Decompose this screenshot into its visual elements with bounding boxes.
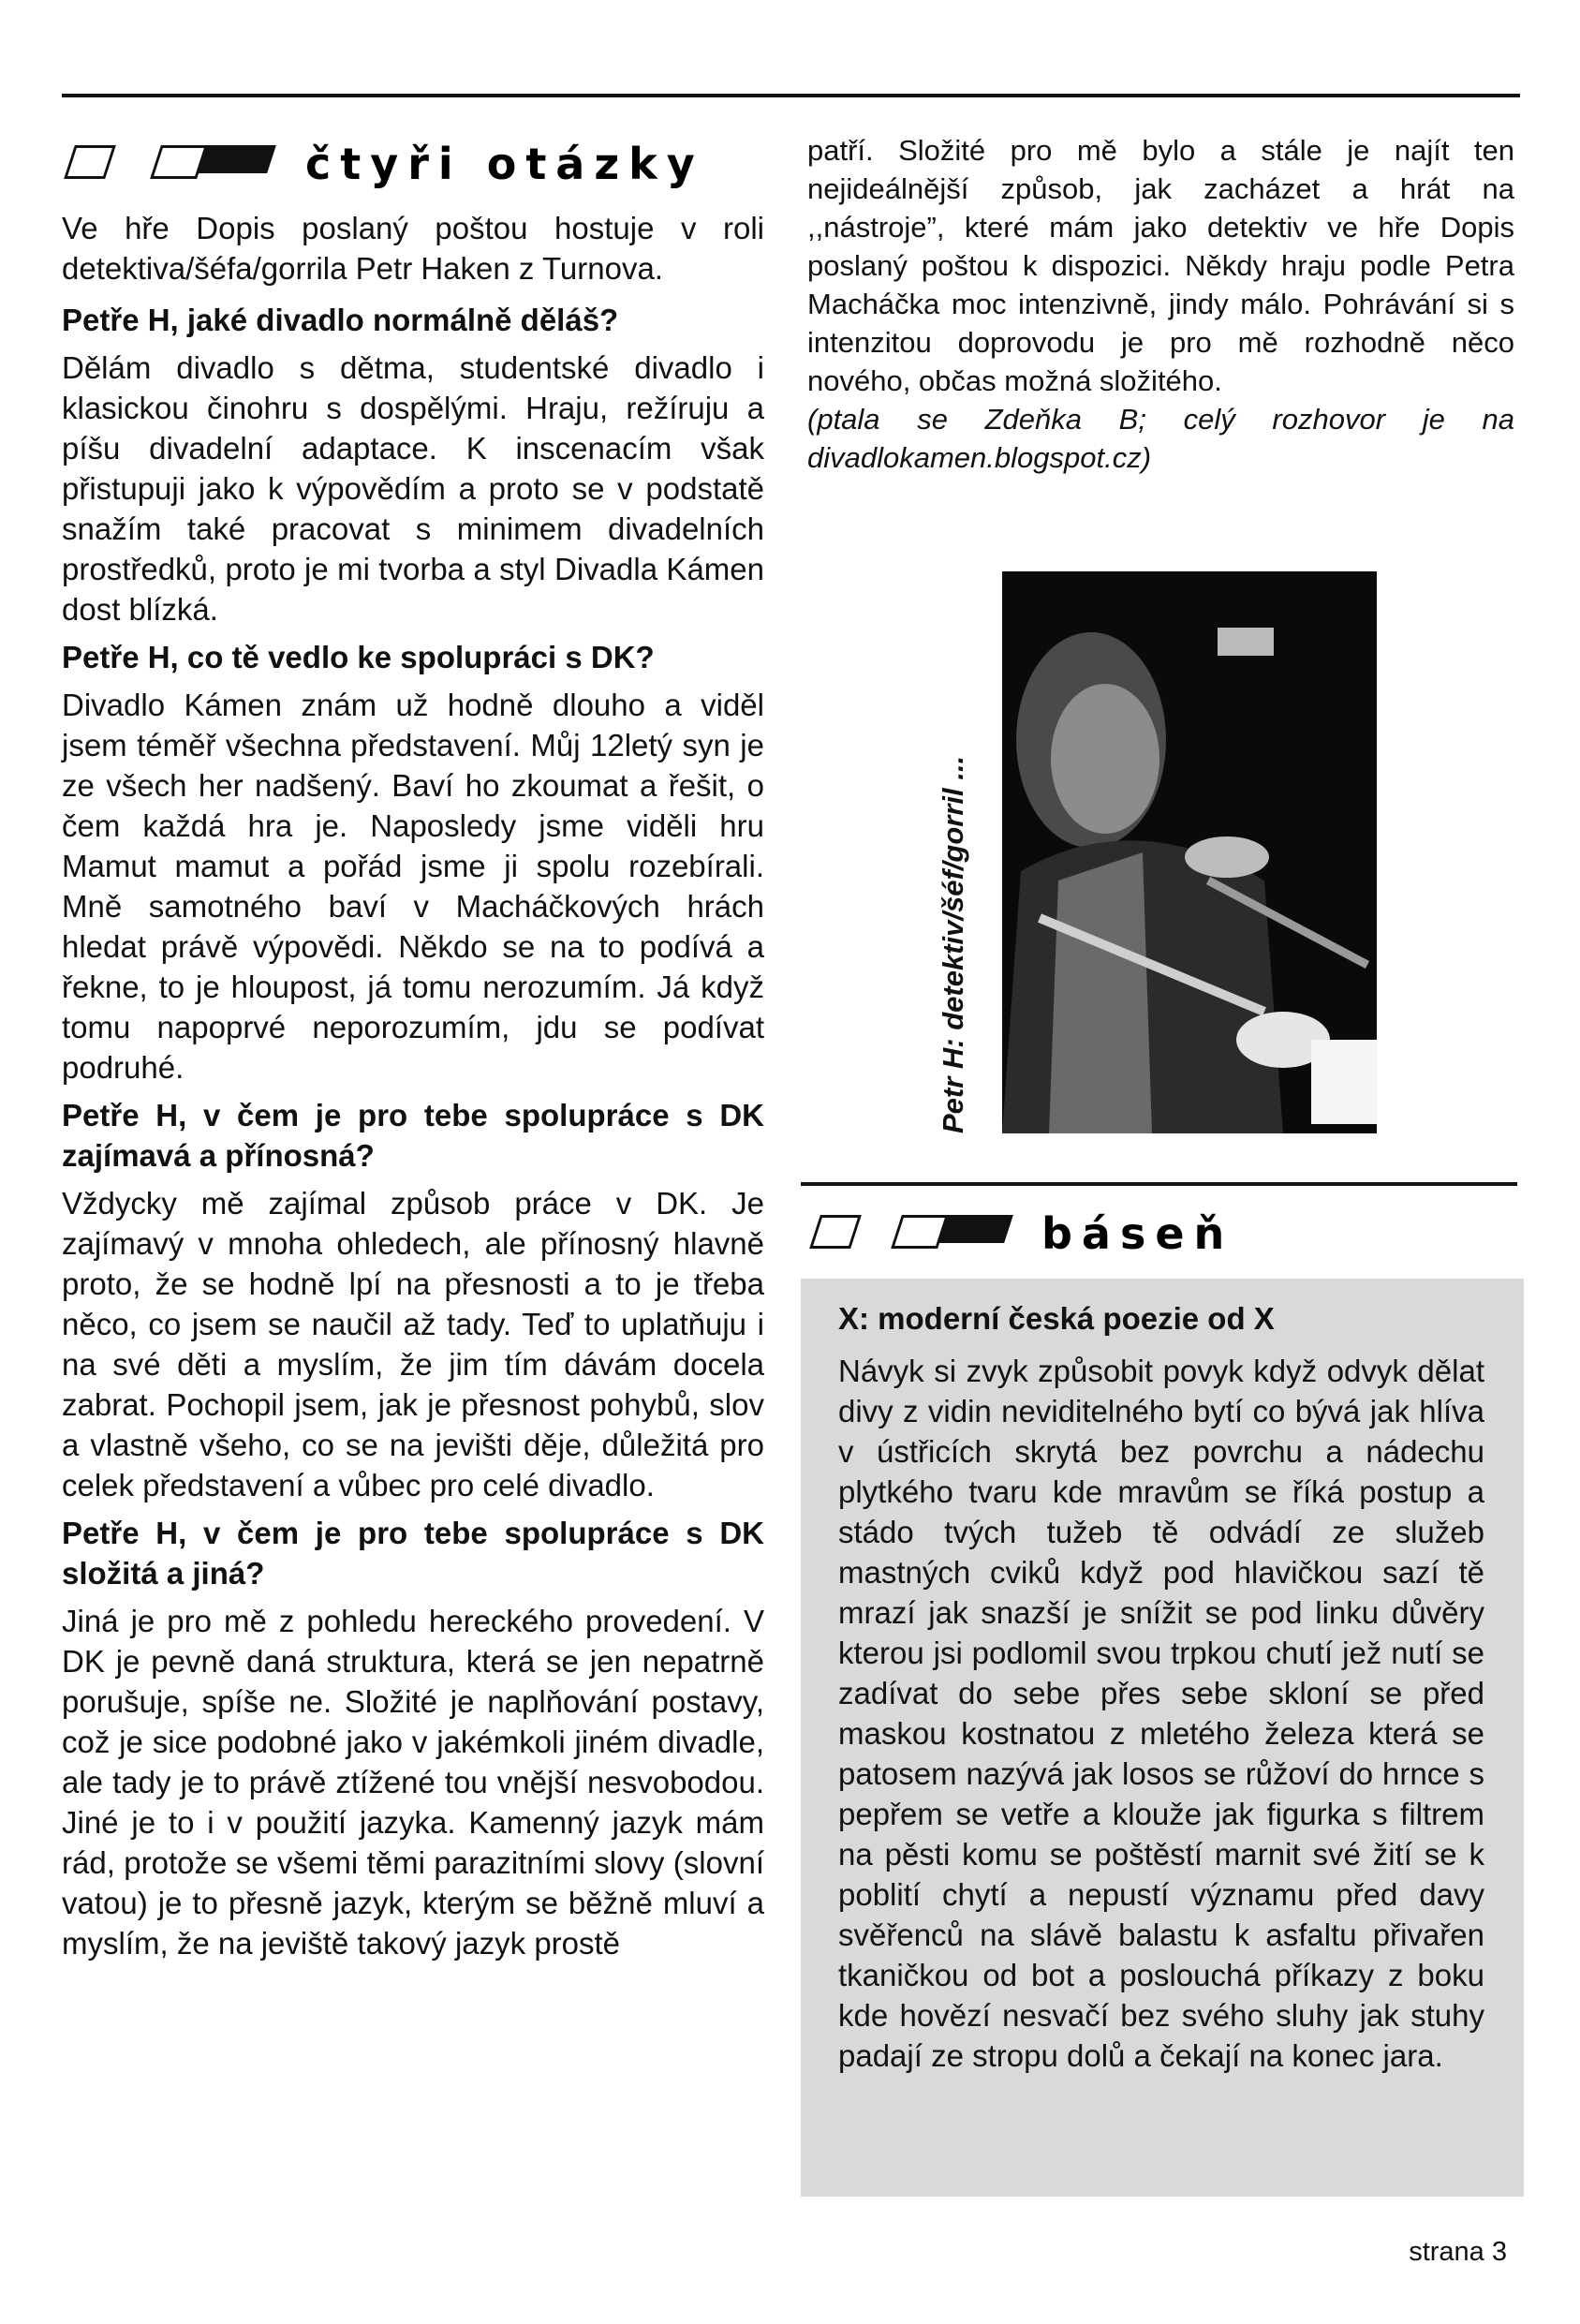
poem-text: Návyk si zvyk způsobit povyk když odvyk dělat divy z vidin neviditelného bytí co bývá jak hlíva v ústřicích skrytá bez povrchu a nádechu plytkého tvaru kde mravům se říká postup a stádo tvých tužeb tě odvádí ze služeb mastných cviků když pod hlavičkou sazí tě mrazí jak snazší je snížit se pod linku důvěry kterou jsi podlomil svou trpkou chutí jež nutí se zadívat do sebe přes sebe skloní se před maskou kostnatou z mletého železa která se patosem nazývá jak losos se růžoví do hrnce s pepřem se vetře a klouže jak figurka s filtrem na pěsti komu se poštěstí marnit své žití se k poblití chytí a nepustí významu před davy svěřenců na slávě balastu k asfaltu přivařen tkaničkou od bot a poslouchá příkazy z boku kde hovězí nesvačí bez svého sluhy jak stuhy padají ze stropu dolů a čekají na konec jara.	[838, 1354, 1484, 2073]
section-title: báseň	[1041, 1208, 1234, 1259]
interview-credit: (ptala se Zdeňka B; celý rozhovor je na divadlokamen.blogspot.cz)	[807, 403, 1514, 474]
photo-illustration	[1002, 571, 1377, 1133]
poem-title: X: moderní česká poezie od X	[838, 1301, 1275, 1336]
continuation-paragraph: patří. Složité pro mě bylo a stále je najít ten nejideálnější způsob, jak zacházet a hrát na ,,nástroje”, které mám jako detektiv ve hře Dopis poslaný poštou k dispozici. Někdy hraju podle Petra Macháčka moc intenzivně, jindy málo. Pohrávání si s intenzitou doprovodu je pro mě rozhodně něco nového, občas možná složitého.	[807, 134, 1514, 397]
answer-2: Divadlo Kámen znám už hodně dlouho a viděl jsem téměř všechna představení. Můj 12letý syn je ze všech her nadšený. Baví ho zkoumat a řešit, o čem každá hra je. Naposledy jsme viděli hru Mamut mamut a pořád jsme ji spolu rozebírali. Mně samotného baví v Macháčkových hrách hledat právě výpovědi. Někdo se na to podívá a řekne, to je hloupost, já tomu nerozumím. Já když tomu napoprvé neporozumím, jdu se podívat podruhé.	[62, 688, 764, 1085]
question-1: Petře H, jaké divadlo normálně děláš?	[62, 303, 619, 337]
section-blocks-icon	[62, 136, 287, 192]
section-header-ctyri-otazky	[62, 131, 764, 197]
middle-rule	[801, 1182, 1517, 1186]
answer-3: Vždycky mě zajímal způsob práce v DK. Je zajímavý v mnoha ohledech, ale přínosný hlavně proto, že se hodně lpí na přesnosti a to je třeba něco, co jsem se naučil až tady. Teď to uplatňuju i na své děti a myslím, že jim tím dávám docela zabrat. Pochopil jsem, jak je přesnost pohybů, slov a vlastně všeho, co se na jevišti děje, důležitá pro celek představení a vůbec pro celé divadlo.	[62, 1186, 764, 1502]
intro-paragraph: Ve hře Dopis poslaný poštou hostuje v roli detektiva/šéfa/gorrila Petr Haken z Turnova.	[62, 211, 764, 286]
question-2: Petře H, co tě vedlo ke spolupráci s DK?	[62, 640, 655, 674]
photo	[1002, 571, 1377, 1133]
left-column	[62, 131, 764, 1963]
right-column	[807, 131, 1514, 477]
top-rule	[62, 94, 1520, 97]
section-title: čtyři otázky	[305, 139, 704, 189]
answer-4: Jiná je pro mě z pohledu hereckého provedení. V DK je pevně daná struktura, která se jen nepatrně porušuje, spíše ne. Složité je naplňování postavy, což je sice podobné jako v jakémkoli jiném divadle, ale tady je to právě ztížené tou vnější nesvobodou. Jiné je to i v použití jazyka. Kamenný jazyk mám rád, protože se všemi těmi parazitními slovy (slovní vatou) je to přesně jazyk, kterým se běžně mluví a myslím, že na jeviště takový jazyk prostě	[62, 1604, 764, 1961]
question-4: Petře H, v čem je pro tebe spolupráce s DK složitá a jiná?	[62, 1516, 764, 1591]
page-number: strana 3	[1409, 2237, 1507, 2267]
section-blocks-icon	[807, 1206, 1023, 1262]
answer-1: Dělám divadlo s dětma, studentské divadlo i klasickou činohru s dospělými. Hraju, režíruju a píšu divadelní adaptace. K inscenacím však přistupuji jako k výpovědím a proto se v podstatě snažím také pracovat s minimem divadelních prostředků, proto je mi tvorba a styl Divadla Kámen dost blízká.	[62, 350, 764, 627]
photo-caption: Petr H: detektiv/šéf/gorril ...	[937, 755, 969, 1133]
poem-box	[801, 1279, 1524, 2197]
question-3: Petře H, v čem je pro tebe spolupráce s DK zajímavá a přínosná?	[62, 1098, 764, 1173]
section-header-basen	[807, 1201, 1233, 1266]
